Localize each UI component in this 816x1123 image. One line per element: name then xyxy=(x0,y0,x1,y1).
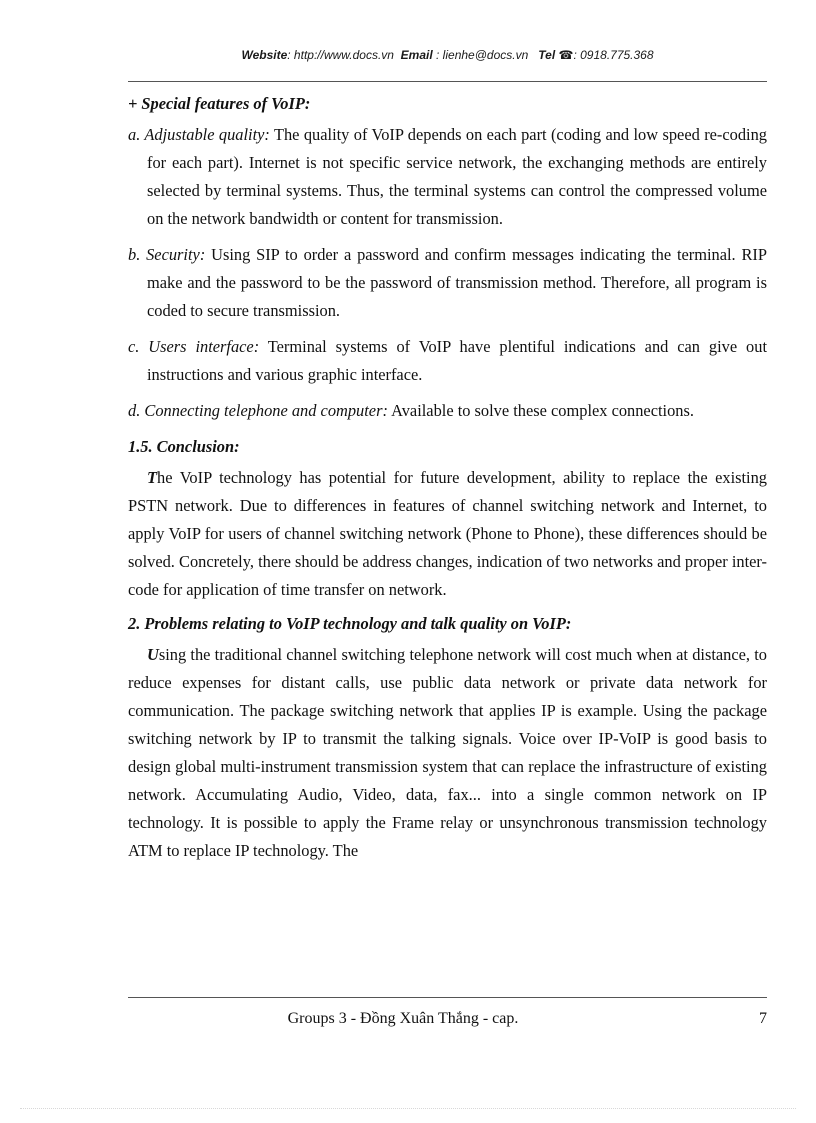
footer-divider xyxy=(128,997,767,998)
website-value: : http://www.docs.vn xyxy=(287,48,394,62)
tel-value: : 0918.775.368 xyxy=(573,48,654,62)
feature-label: c. Users interface: xyxy=(128,337,260,356)
conclusion-dropcap: T xyxy=(147,468,158,487)
conclusion-text: he VoIP technology has potential for future development, ability to replace the existing PSTN network. Due to differences in features of channel switching network and Internet, to apply VoIP for users of channel switching network (Phone to Phone), these differences should be solved. Concretely, there should be address changes, indication of two networks and proper inter-code for application of time transfer on network. xyxy=(128,468,767,599)
feature-text: Terminal systems of VoIP have plentiful indications and can give out instructions and various graphic interface. xyxy=(147,337,767,384)
feature-item-adjustable-quality xyxy=(128,121,767,233)
email-label: Email xyxy=(400,48,433,62)
email-value: : lienhe@docs.vn xyxy=(436,48,529,62)
feature-text: Using SIP to order a password and confirm messages indicating the terminal. RIP make and the password to be the password of transmission method. Therefore, all program is coded to secure transmission. xyxy=(147,245,767,320)
feature-item-security xyxy=(128,241,767,325)
features-heading: + Special features of VoIP: xyxy=(128,94,311,113)
problems-dropcap: U xyxy=(147,645,159,664)
page-number: 7 xyxy=(759,1010,767,1027)
feature-label: d. Connecting telephone and computer: xyxy=(128,401,388,420)
page-header xyxy=(128,48,767,62)
conclusion-heading: 1.5. Conclusion: xyxy=(128,437,240,456)
problems-text: sing the traditional channel switching telephone network will cost much when at distance, to reduce expenses for distant calls, use public data network or private data network for communication. The package switching network that applies IP is example. Using the package switching network by IP to transmit the talking signals. Voice over IP-VoIP is good basis to design global multi-instrument transmission system that can replace the infrastructure of existing network. Accumulating Audio, Video, data, fax... into a single common network on IP technology. It is possible to apply the Frame relay or unsynchronous transmission technology ATM to replace IP technology. The xyxy=(128,645,767,860)
page-body xyxy=(128,90,767,871)
problems-heading: 2. Problems relating to VoIP technology and talk quality on VoIP: xyxy=(128,614,572,633)
feature-item-users-interface xyxy=(128,333,767,389)
feature-text: The quality of VoIP depends on each part (coding and low speed re-coding for each part). Internet is not specific service network, the exchanging methods are entirely selected by terminal systems. Thus, the terminal systems can control the compressed volume on the network bandwidth or content for transmission. xyxy=(147,125,767,228)
feature-label: b. Security: xyxy=(128,245,206,264)
conclusion-paragraph xyxy=(128,464,767,604)
tel-label: Tel ☎ xyxy=(538,48,574,62)
website-label: Website xyxy=(241,48,288,62)
feature-text: Available to solve these complex connections. xyxy=(387,401,694,420)
page-bottom-dotted-border xyxy=(20,1108,796,1109)
feature-item-connecting xyxy=(128,397,767,425)
footer-text: Groups 3 - Đồng Xuân Thắng - cap. xyxy=(287,1010,519,1027)
header-divider xyxy=(128,81,767,82)
problems-paragraph xyxy=(128,641,767,865)
feature-label: a. Adjustable quality: xyxy=(128,125,270,144)
